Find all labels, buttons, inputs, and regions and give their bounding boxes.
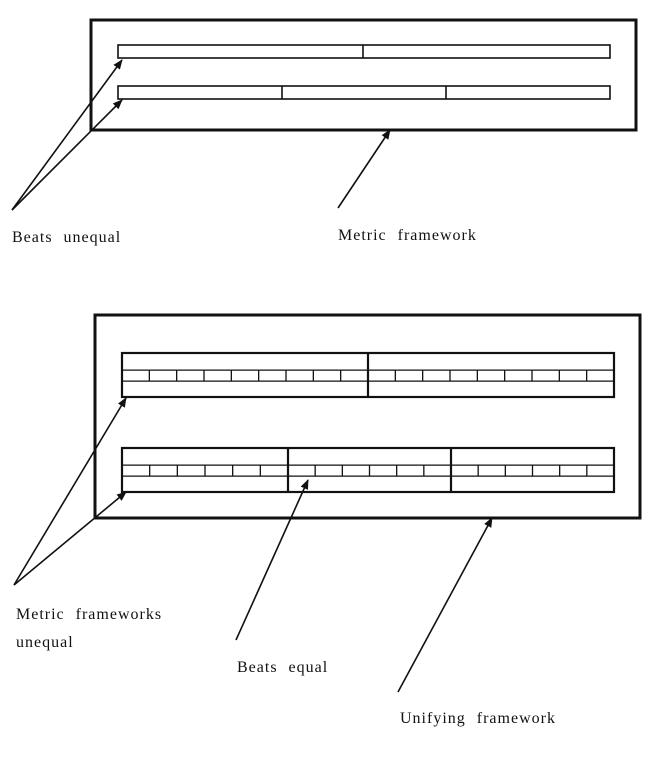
bottom-diagram <box>14 315 640 727</box>
label-metric-frameworks-line1: Metric frameworks <box>16 606 163 623</box>
top-diagram <box>12 20 636 246</box>
label-metric-frameworks-line2: unequal <box>16 634 74 651</box>
unifying-framework-box <box>95 315 640 518</box>
label-unifying-framework: Unifying framework <box>400 710 556 727</box>
arrow-metric-frameworks-2 <box>14 492 126 585</box>
arrow-metric-frameworks-1 <box>14 398 126 585</box>
arrow-unifying-framework <box>398 518 492 692</box>
metric-framework-bar-1 <box>122 353 614 397</box>
unequal-beats-bar-2 <box>118 86 610 99</box>
label-beats-unequal: Beats unequal <box>12 229 122 246</box>
unequal-beats-bar-1 <box>118 45 610 58</box>
metric-framework-bar-2-outline <box>122 448 614 492</box>
arrow-beats-equal <box>236 480 308 640</box>
label-beats-equal: Beats equal <box>237 659 329 676</box>
arrow-metric-framework <box>338 130 390 208</box>
arrow-beats-unequal-1 <box>12 60 122 210</box>
metric-framework-bar-2 <box>122 448 614 492</box>
label-metric-framework: Metric framework <box>338 227 477 244</box>
arrow-beats-unequal-2 <box>12 100 122 210</box>
metric-framework-box <box>91 20 636 130</box>
